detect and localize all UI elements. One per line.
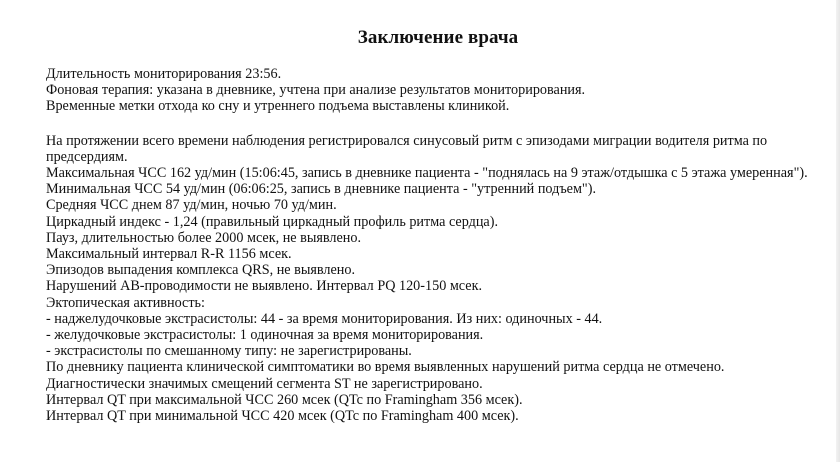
max-rr-interval: Максимальный интервал R-R 1156 мсек. <box>46 246 292 263</box>
ventricular-extrasystoles: - желудочковые экстрасистолы: 1 одиночная за время мониторирования. <box>46 327 484 344</box>
max-heart-rate: Максимальная ЧСС 162 уд/мин (15:06:45, запись в дневнике пациента - "поднялась на 9 этаж/отдышка с 5 этажа умеренная"). <box>46 165 808 182</box>
qrs-dropout: Эпизодов выпадения комплекса QRS, не выявлено. <box>46 262 356 279</box>
mixed-extrasystoles: - экстрасистолы по смешанному типу: не зарегистрированы. <box>46 343 412 360</box>
paragraph-gap <box>46 115 836 133</box>
supraventricular-extrasystoles: - наджелудочковые экстрасистолы: 44 - за время мониторирования. Из них: одиночных - 44. <box>46 310 603 327</box>
min-heart-rate: Минимальная ЧСС 54 уд/мин (06:06:25, запись в дневнике пациента - "утренний подъем"). <box>46 181 596 198</box>
document-title: Заключение врача <box>357 27 519 48</box>
st-segment: Диагностически значимых смещений сегмента ST не зарегистрировано. <box>46 375 483 392</box>
circadian-index: Циркадный индекс - 1,24 (правильный циркадный профиль ритма сердца). <box>46 213 498 230</box>
page-edge-shadow <box>836 0 840 462</box>
average-heart-rate: Средняя ЧСС днем 87 уд/мин, ночью 70 уд/мин. <box>46 197 337 214</box>
monitoring-duration: Длительность мониторирования 23:56. <box>46 66 282 82</box>
pauses: Пауз, длительностью более 2000 мсек, не выявлено. <box>46 229 362 246</box>
qt-min-hr: Интервал QT при минимальной ЧСС 420 мсек (QTc по Framingham 400 мсек). <box>46 408 519 425</box>
document-body <box>46 66 836 424</box>
rhythm-summary: На протяжении всего времени наблюдения регистрировался синусовый ритм с эпизодами миграции водителя ритма по предсердиям. <box>46 132 768 165</box>
av-conduction: Нарушений АВ-проводимости не выявлено. Интервал PQ 120-150 мсек. <box>46 278 483 295</box>
diary-symptoms: По дневнику пациента клинической симптоматики во время выявленных нарушений ритма сердца не отмечено. <box>46 359 725 376</box>
background-therapy: Фоновая терапия: указана в дневнике, учтена при анализе результатов мониторирования. <box>46 82 586 99</box>
ectopic-activity-heading: Эктопическая активность: <box>46 294 205 311</box>
qt-max-hr: Интервал QT при максимальной ЧСС 260 мсек (QTc по Framingham 356 мсек). <box>46 391 523 408</box>
time-marks-note: Временные метки отхода ко сну и утреннего подъема выставлены клиникой. <box>46 98 510 115</box>
